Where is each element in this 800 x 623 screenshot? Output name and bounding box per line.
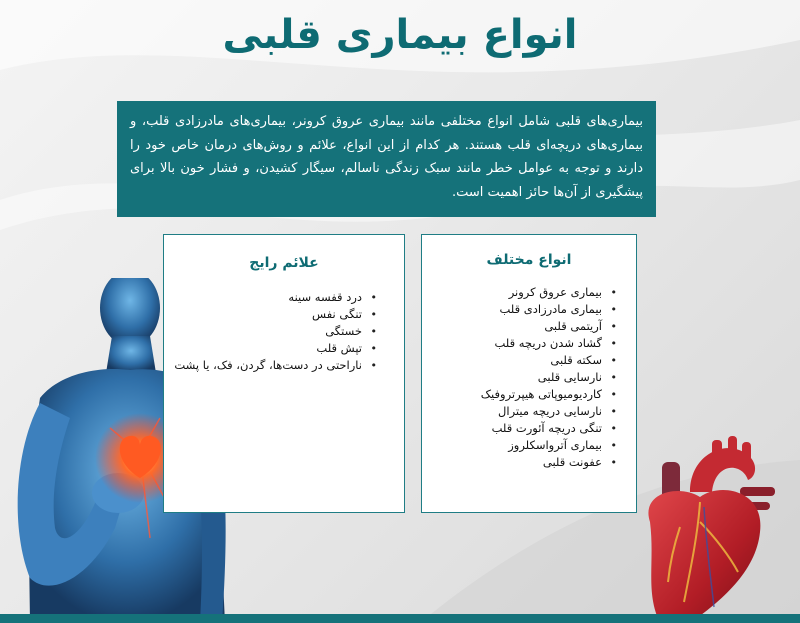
list-item: • بیماری عروق کرونر bbox=[422, 284, 602, 301]
list-item: • نارسایی قلبی bbox=[422, 369, 602, 386]
list-item: • آریتمی قلبی bbox=[422, 318, 602, 335]
list-item: • ناراحتی در دست‌ها، گردن، فک، یا پشت bbox=[164, 357, 362, 374]
list-item: • درد قفسه سینه bbox=[164, 289, 362, 306]
page-title: انواع بیماری قلبی bbox=[222, 12, 578, 58]
list-item: • گشاد شدن دریچه قلب bbox=[422, 335, 602, 352]
list-item: • عفونت قلبی bbox=[422, 454, 602, 471]
list-item: • تنگی نفس bbox=[164, 306, 362, 323]
intro-text: بیماری‌های قلبی شامل انواع مختلفی مانند بیماری عروق کرونر، بیماری‌های مادرزادی قلب، و بیماری‌های دریچه‌ای قلب هستند. هر کدام از این انواع، علائم و روش‌های درمان خاص خود را دارند و توجه به عوامل خطر مانند سبک زندگی ناسالم، سیگار کشیدن، و فشار خون بالا برای پیشگیری از آن‌ها حائز اهمیت است. bbox=[117, 101, 656, 217]
symptoms-list bbox=[164, 289, 404, 374]
list-item: • نارسایی دریچه میترال bbox=[422, 403, 602, 420]
bottom-accent-bar bbox=[0, 614, 800, 623]
symptoms-card bbox=[163, 234, 405, 513]
list-item: • سکته قلبی bbox=[422, 352, 602, 369]
anatomical-heart-illustration bbox=[620, 432, 780, 623]
list-item: • بیماری آترواسکلروز bbox=[422, 437, 602, 454]
list-item: • تنگی دریچه آئورت قلب bbox=[422, 420, 602, 437]
list-item: • بیماری مادرزادی قلب bbox=[422, 301, 602, 318]
symptoms-heading: علائم رایج bbox=[249, 255, 319, 271]
list-item: • کاردیومیوپاتی هیپرتروفیک bbox=[422, 386, 602, 403]
list-item: • خستگی bbox=[164, 323, 362, 340]
types-heading: انواع مختلف bbox=[486, 252, 572, 268]
types-card bbox=[421, 234, 637, 513]
list-item: • تپش قلب bbox=[164, 340, 362, 357]
types-list bbox=[422, 284, 636, 471]
